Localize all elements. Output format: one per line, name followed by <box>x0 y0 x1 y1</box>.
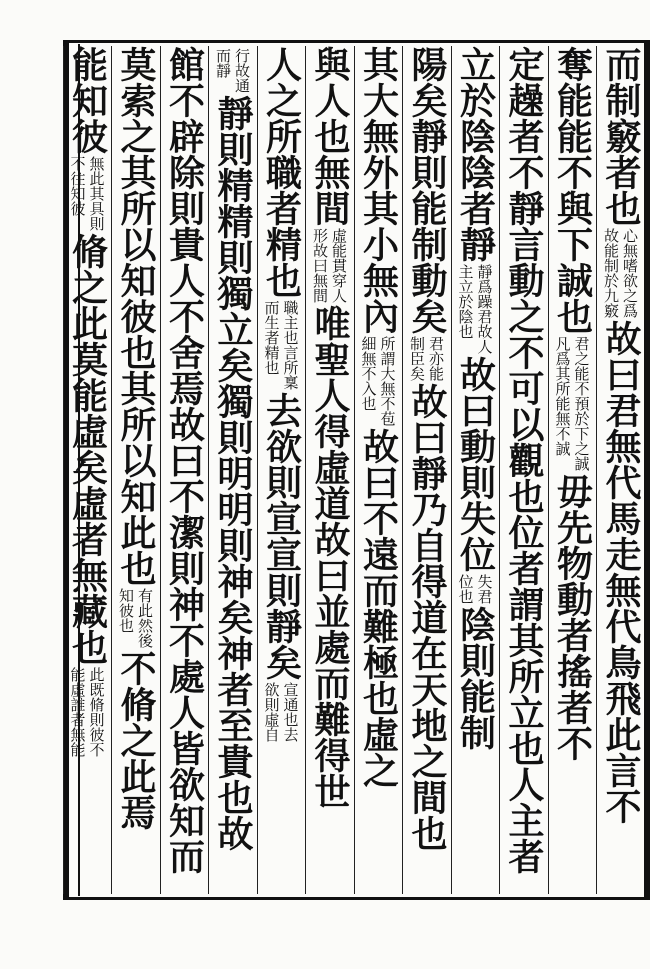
commentary-line: 無此其具則 <box>87 156 106 231</box>
commentary-line: 細無不入也 <box>359 336 378 411</box>
commentary-note <box>69 156 106 231</box>
main-text: 而制竅者也 <box>600 46 642 226</box>
commentary-line: 行故通 <box>233 48 251 93</box>
commentary-note <box>360 336 397 426</box>
page-edge <box>644 40 650 900</box>
text-column <box>354 46 402 894</box>
main-text: 毋先物動者搖者不 <box>551 473 594 761</box>
main-text: 不脩之此焉 <box>115 650 157 830</box>
commentary-line: 而靜 <box>214 48 232 78</box>
commentary-line: 此既脩則彼不 <box>87 667 106 757</box>
commentary-line: 位也 <box>456 574 475 604</box>
main-text: 故曰動則失位 <box>454 356 497 572</box>
main-text: 定趮者不靜言動之不可以觀也位者謂其所立也人主者 <box>503 46 545 874</box>
commentary-line: 能虛誰者無能 <box>68 667 87 757</box>
main-text: 故曰君無代馬走無代鳥飛此言不 <box>600 320 642 824</box>
main-text: 靜則精精則獨立矣獨則明明則神矣神者至貴也故 <box>212 95 254 851</box>
commentary-line: 知彼也 <box>117 588 135 633</box>
commentary-note <box>554 336 591 471</box>
main-text: 脩之此莫能虛矣虛者無藏也 <box>66 233 109 665</box>
commentary-note <box>457 574 494 604</box>
commentary-line: 所謂大無不苞 <box>378 336 397 426</box>
commentary-line: 而生者精也 <box>262 300 281 375</box>
commentary-note <box>311 228 348 303</box>
main-text: 陰則能制 <box>454 606 497 750</box>
text-column <box>451 46 499 894</box>
main-text: 人之所職者精也 <box>260 46 303 298</box>
commentary-line: 不往知彼 <box>68 156 87 216</box>
commentary-note <box>69 667 106 757</box>
commentary-line: 靜爲躁君故人 <box>475 264 494 354</box>
commentary-line: 有此然後 <box>136 588 154 648</box>
commentary-line: 心無嗜欲之爲 <box>621 228 639 318</box>
commentary-note <box>263 300 300 390</box>
text-column <box>499 46 547 894</box>
commentary-note <box>117 588 154 648</box>
commentary-note <box>602 228 639 318</box>
main-text: 能知彼 <box>66 46 109 154</box>
commentary-line: 虛能貫穿人 <box>330 228 348 303</box>
commentary-line: 職主也言所稟 <box>281 300 300 390</box>
main-text: 去欲則宣宣則靜矣 <box>260 392 303 680</box>
commentary-line: 君之能不預於下之誠 <box>572 336 591 471</box>
main-text: 陽矣靜則能制動矣 <box>406 46 448 334</box>
commentary-note <box>457 264 494 354</box>
text-column <box>305 46 353 894</box>
text-column <box>111 46 159 894</box>
commentary-line: 主立於陰也 <box>456 264 475 339</box>
main-text: 故曰靜乃自得道在天地之間也 <box>406 383 448 851</box>
commentary-note <box>408 336 445 381</box>
commentary-line: 故能制於九竅 <box>602 228 620 318</box>
commentary-line: 凡爲其所能無不誠 <box>553 336 572 456</box>
commentary-line: 形故曰無間 <box>311 228 329 303</box>
commentary-line: 宣通也去 <box>281 682 300 742</box>
main-text: 故曰不遠而難極也虛之 <box>357 428 400 788</box>
commentary-line: 欲則虛自 <box>262 682 281 742</box>
commentary-line: 制臣矣 <box>408 336 426 381</box>
main-text: 立於陰陰者靜 <box>454 46 497 262</box>
commentary-line: 君亦能 <box>427 336 445 381</box>
main-text: 唯聖人得虛道故曰並處而難得世 <box>309 305 351 809</box>
main-text: 奪能能不與下誠也 <box>551 46 594 334</box>
text-column <box>63 46 111 894</box>
text-column <box>402 46 450 894</box>
commentary-note <box>214 48 251 93</box>
main-text: 其大無外其小無內 <box>357 46 400 334</box>
text-column <box>548 46 596 894</box>
commentary-note <box>263 682 300 742</box>
text-column <box>596 46 644 894</box>
text-column <box>257 46 305 894</box>
main-text: 莫索之其所以知彼也其所以知此也 <box>115 46 157 586</box>
text-column <box>160 46 208 894</box>
main-text: 館不辟除則貴人不舍焉故曰不潔則神不處人皆欲知而 <box>163 46 206 874</box>
main-text: 與人也無間 <box>309 46 351 226</box>
commentary-line: 失君 <box>475 574 494 604</box>
text-column <box>208 46 256 894</box>
